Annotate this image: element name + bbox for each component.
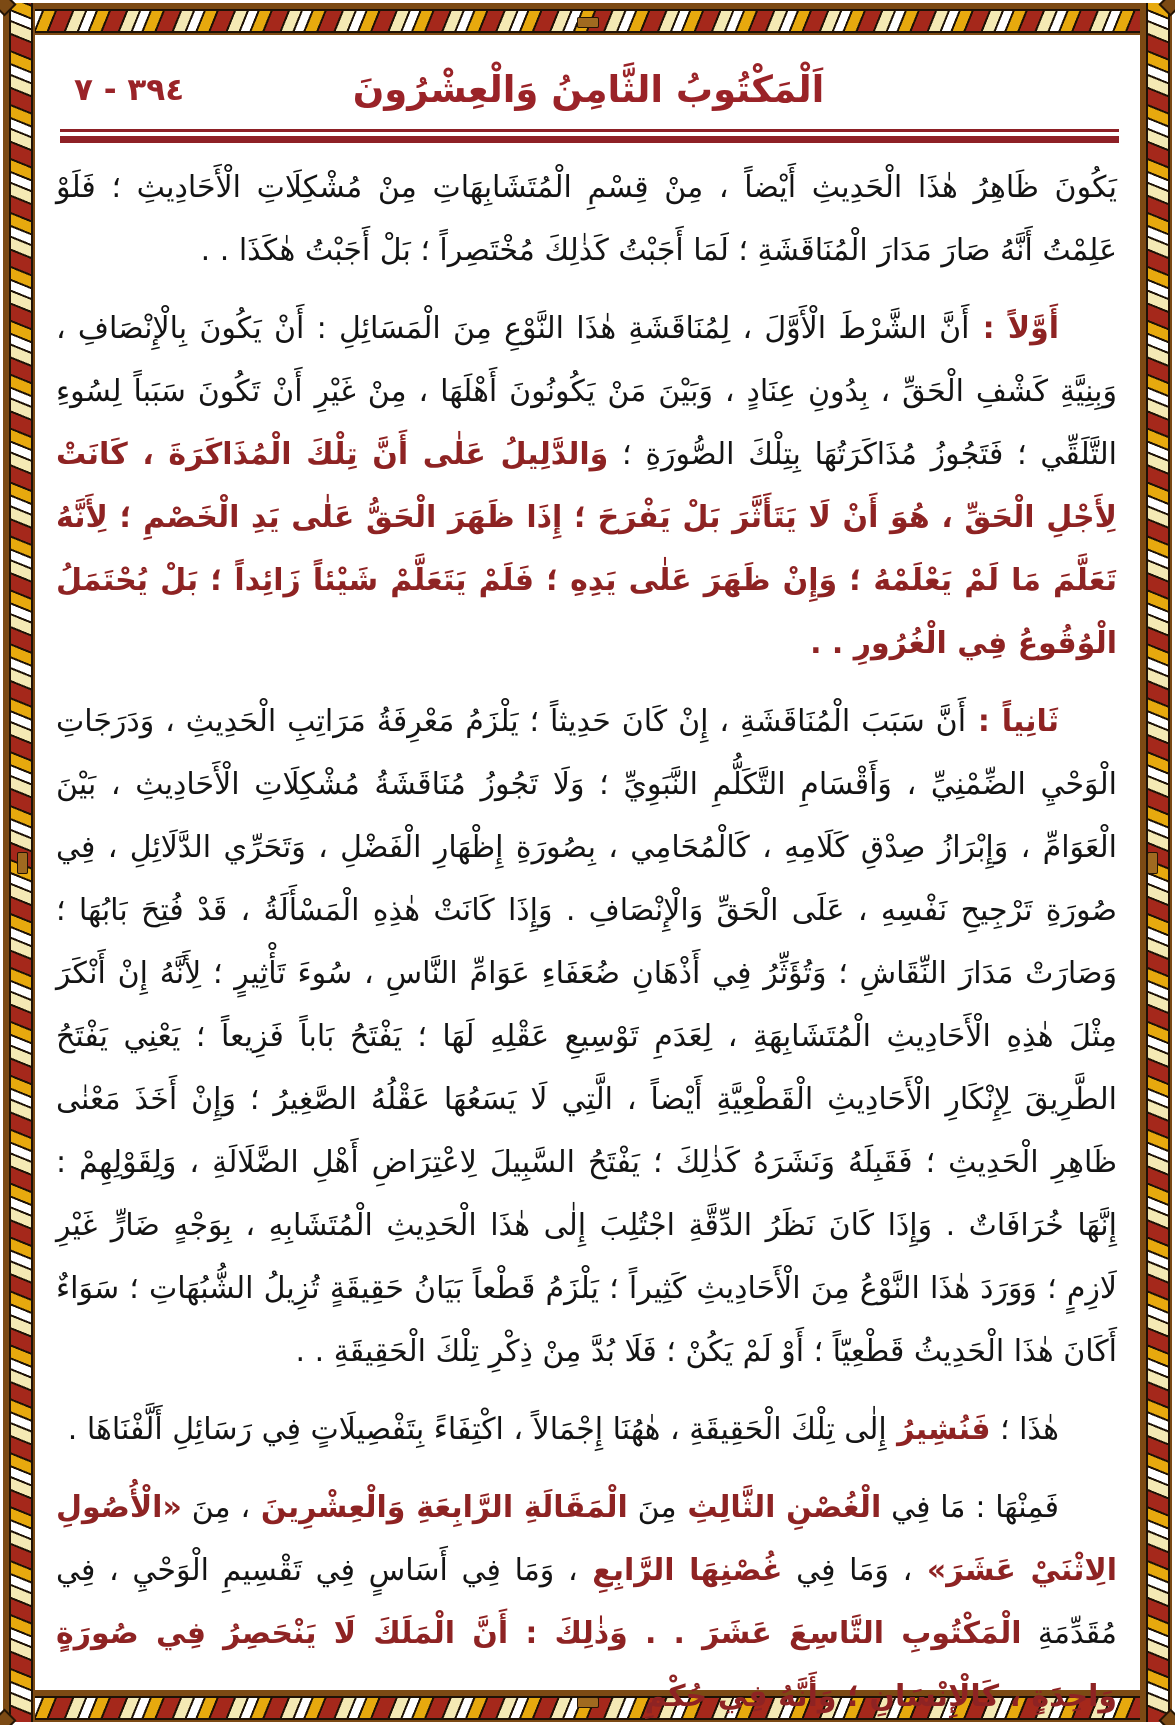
border-center-tab [1147,852,1158,874]
border-right-ornament [1140,3,1172,1722]
text-segment: أَوَّلاً : [969,311,1060,346]
border-top-ornament [3,3,1172,35]
text-segment: مِنَ [627,1490,677,1525]
page-title: اَلْمَكْتُوبُ الثَّامِنُ وَالْعِشْرُونَ [352,68,825,111]
paragraph [56,297,1117,675]
text-segment: وَالدَّلِيلُ عَلٰى أَنَّ تِلْكَ الْمُذَاكَرَةَ ، كَانَتْ لِأَجْلِ الْحَقِّ ، هُوَ أَنْ لَا يَتَأَثَّرَ بَلْ يَفْرَحَ ؛ إِذَا ظَهَرَ الْحَقُّ عَلٰى يَدِ الْخَصْمِ ؛ لِأَنَّهُ تَعَلَّمَ مَا لَمْ يَعْلَمْهُ ؛ وَإِنْ ظَهَرَ عَلٰى يَدِهِ ؛ فَلَمْ يَتَعَلَّمْ شَيْئاً زَائِداً ؛ بَلْ يُحْتَمَلُ الْوُقُوعُ فِي الْغُرُورِ . . [56,437,1117,661]
text-segment: ، مِنَ [181,1490,251,1525]
text-segment: أَنَّ الشَّرْطَ الْأَوَّلَ ، لِمُنَاقَشَةِ هٰذَا النَّوْعِ مِنَ الْمَسَائِلِ : أَنْ يَكُونَ بِالْإِنْصَافِ ، وَبِنِيَّةِ كَشْفِ الْحَقِّ ، بِدُونِ عِنَادٍ ، وَبَيْنَ مَنْ يَكُونُونَ أَهْلَهَا ، مِنْ غَيْرِ أَنْ تَكُونَ سَبَباً لِسُوءِ التَّلَقِّي ؛ فَتَجُوزُ مُذَاكَرَتُهَا بِتِلْكَ الصُّورَةِ ؛ [56,311,1118,472]
page-header [60,58,1117,122]
header-rule-thin [60,129,1119,132]
text-segment: فَنُشِيرُ [886,1412,991,1447]
header-rule-thick [60,136,1119,143]
body-text [56,156,1118,1714]
text-segment: أَنَّ سَبَبَ الْمُنَاقَشَةِ ، إِنْ كَانَ حَدِيثاً ؛ يَلْزَمُ مَعْرِفَةُ مَرَاتِبِ الْحَدِيثِ ، وَدَرَجَاتِ الْوَحْيِ الضِّمْنِيِّ ، وَأَقْسَامِ التَّكَلُّمِ النَّبَوِيِّ ؛ وَلَا تَجُوزُ مُنَاقَشَةُ مُشْكِلَاتِ الْأَحَادِيثِ ، بَيْنَ الْعَوَامِّ ، وَإِبْرَازُ صِدْقِ كَلَامِهِ ، كَالْمُحَامِي ، بِصُورَةِ إِظْهَارِ الْفَضْلِ ، وَتَحَرِّي الدَّلَائِلِ ، فِي صُورَةِ تَرْجِيحِ نَفْسِهِ ، عَلَى الْحَقِّ وَالْإِنْصَافِ . وَإِذَا كَانَتْ هٰذِهِ الْمَسْأَلَةُ ، قَدْ فُتِحَ بَابُهَا ؛ وَصَارَتْ مَدَارَ النِّقَاشِ ؛ وَتُؤَثِّرُ فِي أَذْهَانِ ضُعَفَاءِ عَوَامِّ النَّاسِ ، سُوءَ تَأْثِيرٍ ؛ لِأَنَّهُ إِنْ أَنْكَرَ مِثْلَ هٰذِهِ الْأَحَادِيثِ الْمُتَشَابِهَةِ ، لِعَدَمِ تَوْسِيعِ عَقْلِهِ لَهَا ؛ يَفْتَحُ بَاباً فَزِيعاً ؛ يَعْنِي يَفْتَحُ الطَّرِيقَ لِإِنْكَارِ الْأَحَادِيثِ الْقَطْعِيَّةِ أَيْضاً ، الَّتِي لَا يَسَعُهَا عَقْلُهُ الصَّغِيرُ ؛ وَإِنْ أَخَذَ مَعْنٰى ظَاهِرِ الْحَدِيثِ ؛ فَقَبِلَهُ وَنَشَرَهُ كَذٰلِكَ ؛ يَفْتَحُ السَّبِيلَ لِاعْتِرَاضِ أَهْلِ الضَّلَالَةِ ، وَلِقَوْلِهِمْ : إِنَّهَا خُرَافَاتٌ . وَإِذَا كَانَ نَظَرُ الدِّقَّةِ اجْتُلِبَ إِلٰى هٰذَا الْحَدِيثِ الْمُتَشَابِهِ ، بِوَجْهٍ ضَارٍّ غَيْرِ لَازِمٍ ؛ وَوَرَدَ هٰذَا النَّوْعُ مِنَ الْأَحَادِيثِ كَثِيراً ؛ يَلْزَمُ قَطْعاً بَيَانُ حَقِيقَةٍ تُزِيلُ الشُّبُهَاتِ ؛ سَوَاءٌ أَكَانَ هٰذَا الْحَدِيثُ قَطْعِيّاً ؛ أَوْ لَمْ يَكُنْ ؛ فَلَا بُدَّ مِنْ ذِكْرِ تِلْكَ الْحَقِيقَةِ . . [56,704,1117,1369]
text-segment: الْمَكْتُوبِ التَّاسِعَ عَشَرَ . . وَذٰلِكَ : أَنَّ الْمَلَكَ لَا يَنْحَصِرُ فِي صُورَةٍ وَاحِدَةٍ ، كَالْإِنْسَانِ ؛ وَأَنَّهُ فِي حُكْمِ [56,1616,1117,1714]
border-center-tab [17,852,28,874]
text-segment: هٰذَا ؛ [990,1412,1059,1447]
text-segment: إِلٰى تِلْكَ الْحَقِيقَةِ ، هٰهُنَا إِجْمَالاً ، اكْتِفَاءً بِتَفْصِيلَاتٍ فِي رَسَائِلِ أَلَّفْنَاهَا . [67,1412,887,1447]
text-segment: ثَانِياً : [966,704,1059,739]
text-segment: يَكُونَ ظَاهِرُ هٰذَا الْحَدِيثِ أَيْضاً ، مِنْ قِسْمِ الْمُتَشَابِهَاتِ مِنْ مُشْكِلَاتِ الْأَحَادِيثِ ؛ فَلَوْ عَلِمْتُ أَنَّهُ صَارَ مَدَارَ الْمُنَاقَشَةِ ؛ لَمَا أَجَبْتُ كَذٰلِكَ مُخْتَصِراً ؛ بَلْ أَجَبْتُ هٰكَذَا . . [56,170,1117,268]
text-segment: ، وَمَا فِي [782,1553,913,1588]
paragraph [56,156,1117,282]
text-segment: غُصْنِهَا الرَّابِعِ [577,1553,783,1588]
paragraph [56,1398,1117,1461]
text-segment: الْمَقَالَةِ الرَّابِعَةِ وَالْعِشْرِينَ [250,1490,628,1525]
text-segment: الْغُصْنِ الثَّالِثِ [676,1490,882,1525]
paragraph [56,1476,1117,1725]
page-number: ٣٩٤ - ٧ [74,72,185,108]
text-segment: فَمِنْهَا : مَا فِي [881,1490,1059,1525]
text-segment: «الْأُصُولِ الِاثْنَيْ عَشَرَ» [56,1490,1118,1588]
border-left-ornament [3,3,35,1722]
header-rule [60,129,1119,143]
paragraph [56,690,1117,1383]
border-center-tab [577,17,599,28]
text-segment: ، وَمَا فِي أَسَاسٍ فِي تَقْسِيمِ الْوَحْيِ ، فِي مُقَدِّمَةِ [56,1553,1117,1651]
